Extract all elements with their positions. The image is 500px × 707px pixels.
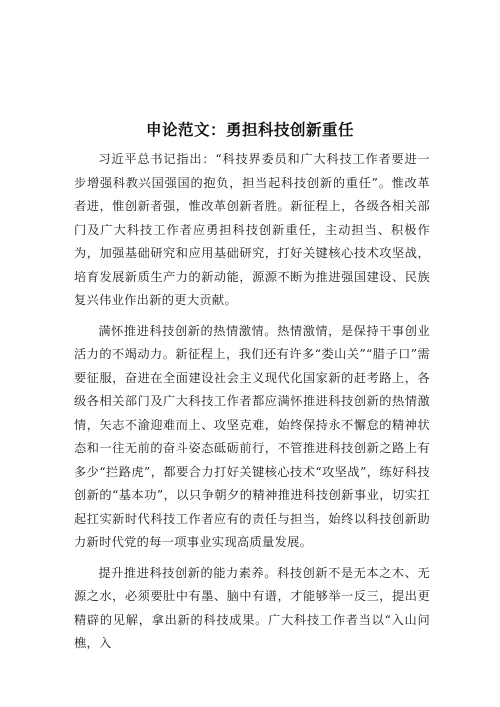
document-body (74, 148, 430, 663)
paragraph-ability: 提升推进科技创新的能力素养。科技创新不是无本之木、无源之水，必须要肚中有墨、脑中有谱，才能够举一反三，提出更精辟的见解，拿出新的科技成果。广大科技工作者当以“入山问樵，入 (74, 565, 430, 650)
paragraph-intro: 习近平总书记指出：“科技界委员和广大科技工作者要进一步增强科教兴国强国的抱负，担当起科技创新的重任”。惟改革者进，惟创新者强，惟改革创新者胜。新征程上，各级各相关部门及广大科技工作者应勇担科技创新重任，主动担当、积极作为，加强基础研究和应用基础研究，打好关键核心技术攻坚战，培育发展新质生产力的新动能，源源不断为推进强国建设、民族复兴伟业作出新的更大贡献。 (74, 152, 430, 307)
document-title: 申论范文：勇担科技创新重任 (145, 121, 354, 139)
paragraph-passion: 满怀推进科技创新的热情激情。热情激情，是保持干事创业活力的不竭动力。新征程上，我们还有许多“娄山关”“腊子口”需要征服，奋进在全面建设社会主义现代化国家新的赶考路上，各级各相关部门及广大科技工作者都应满怀推进科技创新的热情激情，矢志不渝迎难而上、攻坚克难，始终保持永不懈怠的精神状态和一往无前的奋斗姿态砥砺前行，不管推进科技创新之路上有多少“拦路虎”，都要合力打好关键核心技术“攻坚战”，练好科技创新的“基本功”，以只争朝夕的精神推进科技创新事业，切实扛起扛实新时代科技工作者应有的责任与担当，始终以科技创新助力新时代党的每一项事业实现高质量发展。 (74, 323, 430, 549)
